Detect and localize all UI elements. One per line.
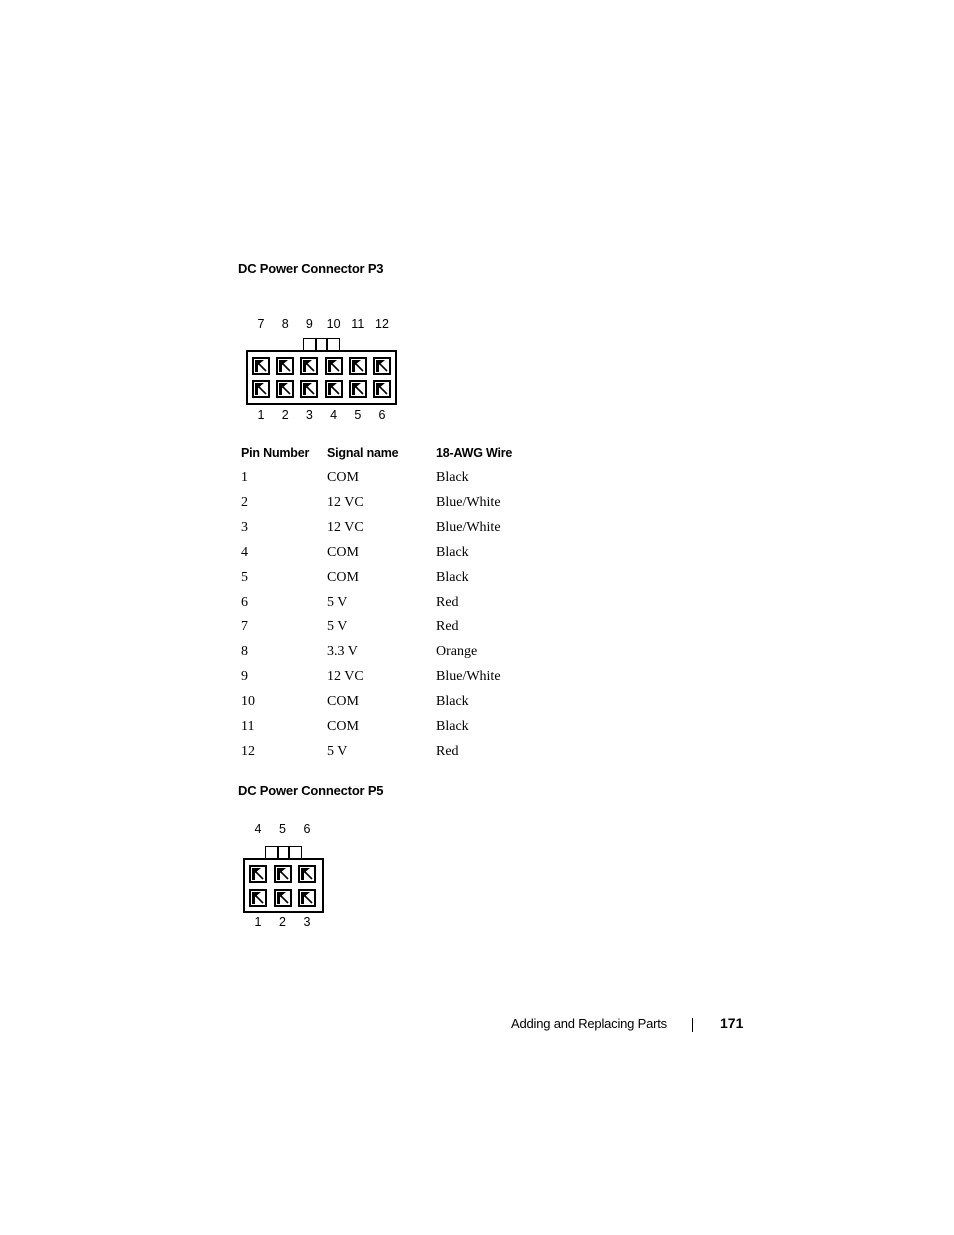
col-header-signal-name: Signal name [327,446,399,460]
p5-pin-label-5: 5 [279,822,286,836]
cell-wire-color: Blue/White [436,669,501,685]
cell-signal-name: COM [327,719,359,734]
p5-pin-socket [274,889,292,907]
cell-signal-name: COM [327,544,359,560]
cell-pin-number: 4 [241,544,248,560]
cell-wire-color: Blue/White [436,494,501,510]
p5-pin-label-3: 3 [303,915,311,929]
cell-pin-number: 2 [241,494,248,510]
p5-pin-label-6: 6 [303,822,311,836]
p3-pin-socket [373,380,391,398]
cell-pin-number: 5 [241,569,248,585]
cell-wire-color: Blue/White [436,519,501,535]
p5-pin-socket [298,865,316,883]
p3-pin-label-6: 6 [378,408,386,422]
cell-wire-color: Black [436,544,469,560]
p5-pin-socket [274,865,292,883]
col-header-wire: 18-AWG Wire [436,446,513,460]
col-header-pin-number: Pin Number [241,446,310,460]
cell-pin-number: 1 [241,470,248,485]
cell-signal-name: 5 V [327,743,348,759]
p3-pin-socket [349,380,367,398]
cell-pin-number: 6 [241,594,248,610]
cell-wire-color: Red [436,594,459,610]
cell-pin-number: 3 [241,519,248,535]
p3-pin-socket [325,357,343,375]
p3-pin-label-3: 3 [305,408,313,422]
p3-pin-socket [276,357,294,375]
cell-wire-color: Red [436,743,459,759]
p3-pin-socket [276,380,294,398]
p3-pin-socket [373,357,391,375]
p3-pin-label-10: 10 [326,317,341,331]
cell-signal-name: 5 V [327,594,348,610]
cell-wire-color: Orange [436,644,478,660]
p3-pin-label-7: 7 [257,317,265,331]
cell-wire-color: Black [436,470,469,485]
p3-pin-socket [325,380,343,398]
p5-pin-label-1: 1 [254,915,262,929]
cell-wire-color: Black [436,719,469,734]
p5-connector-diagram [243,858,324,913]
cell-signal-name: 5 V [327,619,348,635]
p5-heading: DC Power Connector P5 [238,783,384,798]
cell-pin-number: 7 [241,619,248,635]
p5-pin-socket [298,889,316,907]
p3-pin-socket [252,380,270,398]
cell-signal-name: COM [327,569,359,585]
p5-pin-socket [249,889,267,907]
p3-pin-socket [349,357,367,375]
cell-wire-color: Red [436,619,459,635]
p3-pin-label-11: 11 [351,317,365,331]
p3-pin-label-1: 1 [257,408,265,422]
cell-pin-number: 8 [241,644,248,660]
p3-pin-socket [300,357,318,375]
p3-pin-label-4: 4 [330,408,338,422]
cell-pin-number: 10 [241,694,255,710]
cell-signal-name: 3.3 V [327,644,358,660]
p3-pin-label-12: 12 [375,317,389,331]
p3-pin-socket [252,357,270,375]
p5-pin-label-2: 2 [279,915,286,929]
p3-pin-label-2: 2 [281,408,289,422]
cell-signal-name: 12 VC [327,519,364,535]
cell-pin-number: 9 [241,669,248,685]
footer-section-title: Adding and Replacing Parts [511,1016,667,1031]
p3-pin-label-5: 5 [354,408,362,422]
p3-heading: DC Power Connector P3 [238,261,384,276]
cell-signal-name: COM [327,470,359,485]
cell-pin-number: 11 [241,719,255,734]
p3-pin-socket [300,380,318,398]
cell-wire-color: Black [436,569,469,585]
cell-signal-name: 12 VC [327,494,364,510]
cell-signal-name: COM [327,694,359,710]
p3-pin-label-9: 9 [305,317,313,331]
p3-pin-label-8: 8 [281,317,289,331]
cell-wire-color: Black [436,694,469,710]
page-number: 171 [720,1015,744,1031]
cell-pin-number: 12 [241,743,255,759]
p5-pin-socket [249,865,267,883]
p3-connector-diagram [246,350,397,405]
cell-signal-name: 12 VC [327,669,364,685]
footer-separator [692,1018,693,1032]
p5-pin-label-4: 4 [254,822,262,836]
